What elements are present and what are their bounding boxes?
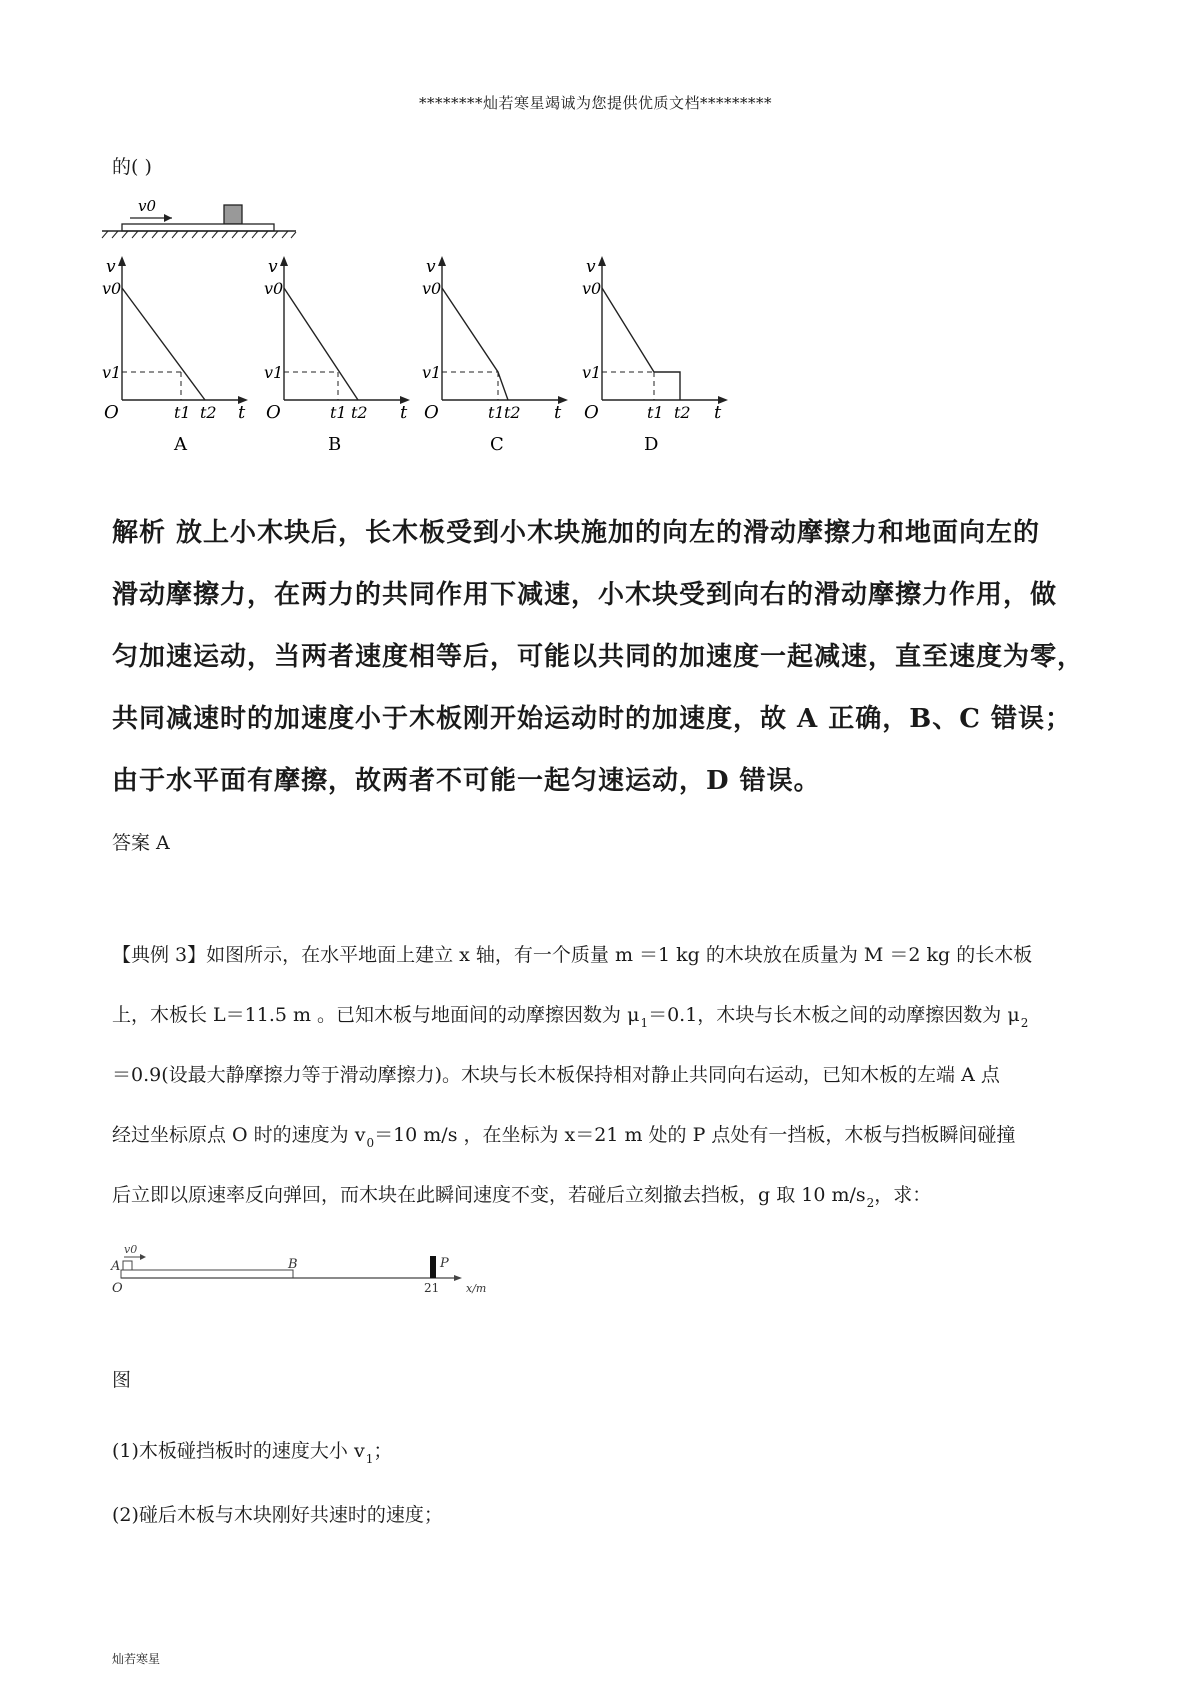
- svg-text:t1: t1: [488, 403, 505, 422]
- long-board: [122, 224, 274, 231]
- analysis-line-2: 滑动摩擦力，在两力的共同作用下减速，小木块受到向右的滑动摩擦力作用，做: [112, 580, 1058, 610]
- svg-text:v1: v1: [102, 363, 122, 382]
- svg-text:v1: v1: [422, 363, 442, 382]
- analysis-line-3: 匀加速运动，当两者速度相等后，可能以共同的加速度一起减速，直至速度为零，: [112, 642, 1085, 672]
- example3-line-1: 【典例 3】如图所示，在水平地面上建立 x 轴，有一个质量 m ＝1 kg 的木块放在质量为 M ＝2 kg 的长木板: [112, 944, 1033, 966]
- header-banner: ********灿若寒星竭诚为您提供优质文档*********: [418, 94, 772, 112]
- graph-d: [580, 250, 740, 490]
- board-v0-label: v0: [138, 197, 157, 215]
- svg-text:O: O: [584, 402, 599, 423]
- svg-text:O: O: [112, 1281, 123, 1296]
- graph-a: [100, 250, 260, 490]
- svg-text:v0: v0: [102, 279, 122, 298]
- svg-text:x/m: x/m: [466, 1282, 487, 1295]
- graph-a-line: [122, 288, 205, 400]
- svg-text:v1: v1: [264, 363, 284, 382]
- svg-text:O: O: [266, 402, 281, 423]
- svg-text:t: t: [714, 402, 722, 423]
- svg-text:v: v: [426, 257, 436, 277]
- example3-line-4: 经过坐标原点 O 时的速度为 $v_0=10$ m/s ，在坐标为 x＝21 m 处的 P 点处有一挡板，木板与挡板瞬间碰撞: [112, 1124, 1016, 1150]
- graph-d-line: [602, 288, 680, 400]
- svg-text:B: B: [288, 1257, 298, 1272]
- question-tail: 的( ): [112, 156, 152, 178]
- example3-line-5: 后立即以原速率反向弹回，而木块在此瞬间速度不变，若碰后立刻撤去挡板，g 取 10 $m/s_2$，求：: [112, 1184, 932, 1210]
- axis-block: [123, 1261, 132, 1270]
- analysis-line-1: 解析 放上小木块后，长木板受到小木块施加的向左的滑动摩擦力和地面向左的: [112, 518, 1041, 548]
- svg-text:O: O: [104, 402, 119, 423]
- svg-text:t: t: [400, 402, 408, 423]
- svg-text:t: t: [554, 402, 562, 423]
- svg-text:t2: t2: [674, 403, 691, 422]
- svg-text:A: A: [111, 1259, 121, 1274]
- svg-text:t1: t1: [647, 403, 664, 422]
- axis-figure: [108, 1240, 498, 1310]
- graph-b-line: [284, 288, 358, 400]
- axis-board: [121, 1270, 293, 1278]
- svg-text:v0: v0: [264, 279, 284, 298]
- svg-text:P: P: [440, 1256, 449, 1271]
- svg-text:21: 21: [424, 1281, 440, 1295]
- option-d-label: D: [644, 434, 659, 455]
- question-2: (2)碰后木板与木块刚好共速时的速度；: [112, 1504, 443, 1526]
- example3-line-3: ＝0.9(设最大静摩擦力等于滑动摩擦力)。木块与长木板保持相对静止共同向右运动，已知木板的左端 A 点: [112, 1064, 1000, 1086]
- footer-text: 灿若寒星: [112, 1652, 161, 1666]
- svg-text:t2: t2: [351, 403, 368, 422]
- svg-text:t: t: [238, 402, 246, 423]
- svg-text:t2: t2: [504, 403, 521, 422]
- barrier-p: [430, 1256, 436, 1278]
- board-figure: [100, 195, 320, 245]
- svg-text:v: v: [106, 257, 116, 277]
- svg-text:v: v: [586, 257, 596, 277]
- svg-text:v0: v0: [124, 1243, 138, 1256]
- option-b-label: B: [328, 434, 342, 455]
- svg-text:v0: v0: [422, 279, 442, 298]
- question-1: (1)木板碰挡板时的速度大小 $v_1$；: [112, 1440, 393, 1466]
- analysis-line-5: 由于水平面有摩擦，故两者不可能一起匀速运动，D 错误。: [112, 766, 821, 796]
- svg-text:t1: t1: [330, 403, 347, 422]
- graph-c: [420, 250, 580, 490]
- option-c-label: C: [490, 434, 504, 455]
- svg-text:v0: v0: [582, 279, 602, 298]
- svg-text:t2: t2: [200, 403, 217, 422]
- wood-block: [224, 205, 242, 224]
- option-a-label: A: [174, 434, 187, 455]
- svg-text:v: v: [268, 257, 278, 277]
- figure-caption: 图: [112, 1369, 132, 1391]
- svg-text:O: O: [424, 402, 439, 423]
- example3-line-2: 上，木板长 L＝11.5 m 。已知木板与地面间的动摩擦因数为 $\mu_1=0.1$，木块与长木板之间的动摩擦因数为 $\mu_2$: [112, 1004, 1029, 1030]
- svg-text:v1: v1: [582, 363, 602, 382]
- svg-text:t1: t1: [174, 403, 191, 422]
- analysis-line-4: 共同减速时的加速度小于木板刚开始运动时的加速度，故 A 正确，B、C 错误；: [112, 704, 1072, 734]
- answer: 答案 A: [112, 832, 170, 854]
- graph-b: [262, 250, 422, 490]
